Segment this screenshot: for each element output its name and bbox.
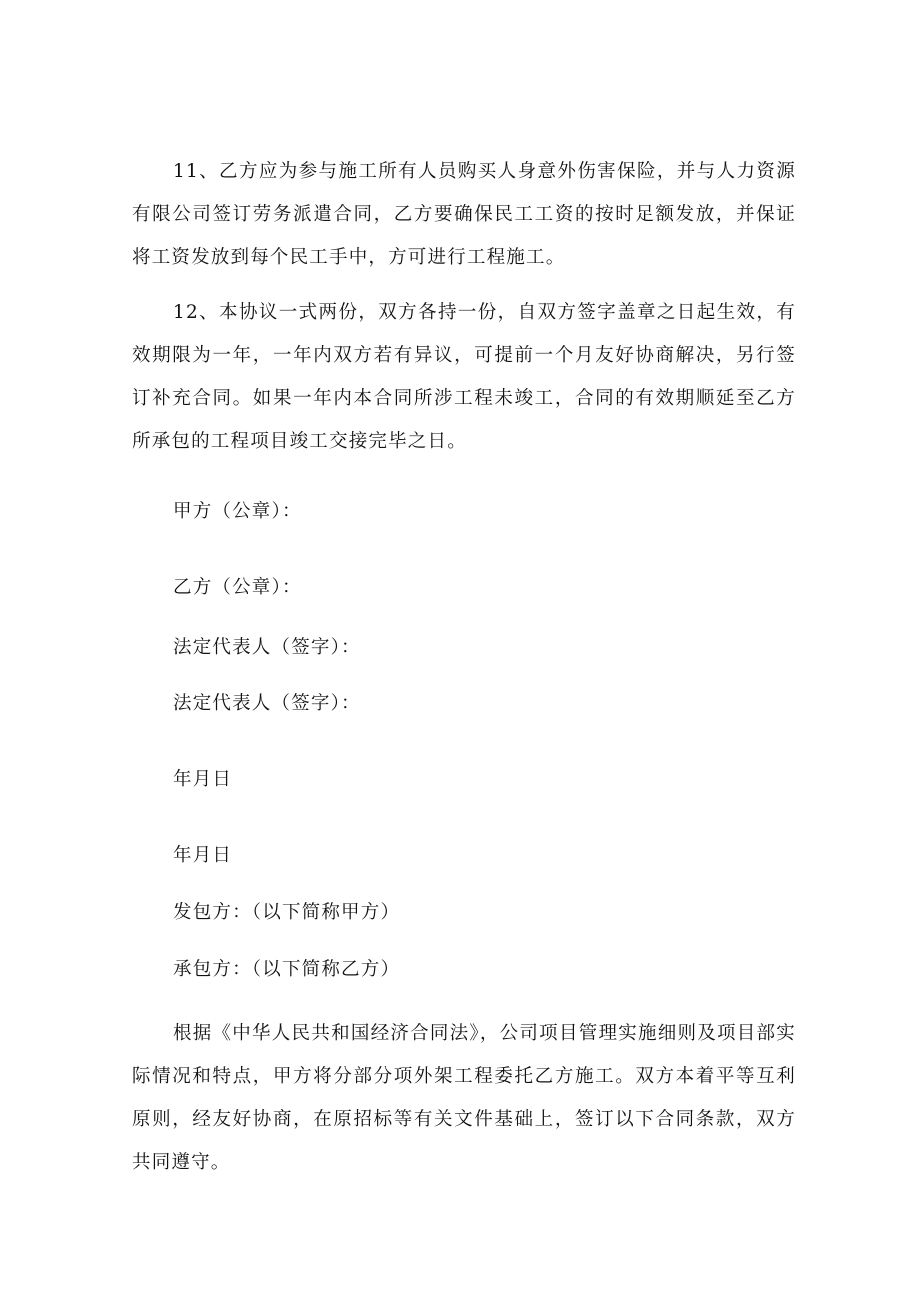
contractor-line: 承包方：（以下简称乙方）	[173, 959, 401, 980]
party-b-seal-line: 乙方（公章）：	[173, 577, 302, 598]
date-a-line: 年月日	[173, 769, 233, 790]
legal-rep-b-line: 法定代表人（签字）：	[173, 693, 361, 714]
legal-rep-a-line: 法定代表人（签字）：	[173, 637, 361, 658]
party-a-seal-line: 甲方（公章）：	[173, 501, 302, 522]
employer-line: 发包方：（以下简称甲方）	[173, 902, 401, 923]
date-b-line: 年月日	[173, 845, 233, 866]
clause-12: 12、本协议一式两份，双方各持一份，自双方签字盖章之日起生效，有效期限为一年，一年内双方若有异议，可提前一个月友好协商解决，另行签订补充合同。如果一年内本合同所涉工程未竣工，合同的有效期顺延至乙方所承包的工程项目竣工交接完毕之日。	[132, 302, 796, 452]
contract-preamble: 根据《中华人民共和国经济合同法》，公司项目管理实施细则及项目部实际情况和特点，甲方将分部分项外架工程委托乙方施工。双方本着平等互利原则，经友好协商，在原招标等有关文件基础上，签订以下合同条款，双方共同遵守。	[132, 1023, 796, 1173]
clause-11: 11、乙方应为参与施工所有人员购买人身意外伤害保险，并与人力资源有限公司签订劳务派遣合同，乙方要确保民工工资的按时足额发放，并保证将工资发放到每个民工手中，方可进行工程施工。	[132, 161, 796, 268]
